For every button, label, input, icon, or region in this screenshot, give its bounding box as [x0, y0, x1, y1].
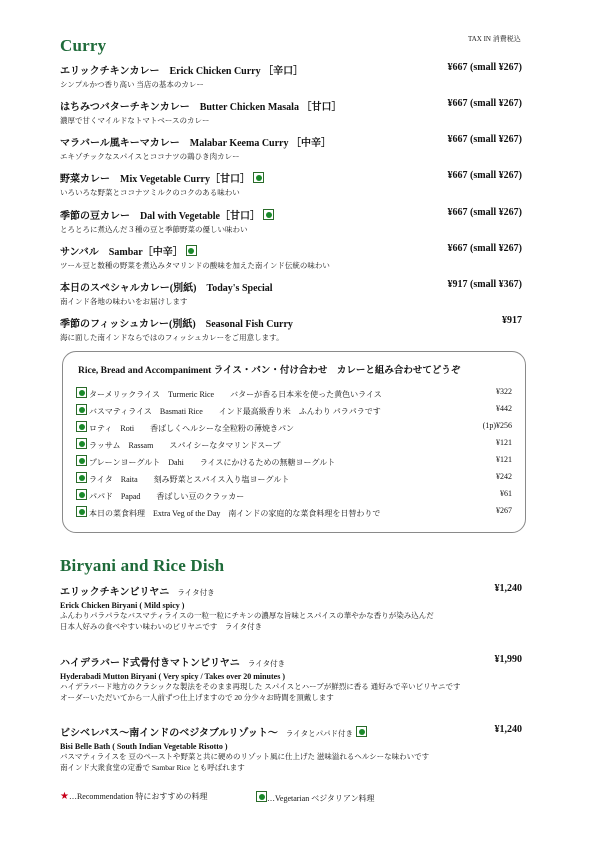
biryani-item — [60, 724, 522, 773]
accompaniment-item-price: ¥267 — [496, 506, 512, 515]
vegetarian-icon — [76, 438, 87, 449]
biryani-item-desc: ハイデラバード地方のクラシックな製法をそのまま再現した スパイスとハーブが鮮烈に香る 通好みで辛いビリヤニです — [60, 682, 461, 691]
curry-item-name: エリックチキンカレー Erick Chicken Curry ［辛口］ — [60, 66, 304, 77]
vegetarian-icon — [76, 387, 87, 398]
curry-item-price: ¥667 (small ¥267) — [447, 98, 522, 109]
curry-item — [60, 279, 522, 307]
accompaniment-title: Rice, Bread and Accompaniment ライス・パン・付け合わせ カレーと組み合わせてどうぞ — [78, 366, 461, 376]
vegetarian-icon — [256, 791, 267, 802]
accompaniment-item-text: ライタ Raita 刻み野菜とスパイス入り塩ヨーグルト — [89, 475, 290, 484]
biryani-item-desc: 日本人好みの食べやすい味わいのビリヤニです ライタ付き — [60, 622, 263, 631]
curry-item — [60, 243, 522, 271]
biryani-item-option: ライタ付き — [247, 659, 286, 668]
biryani-section-title: Biryani and Rice Dish — [60, 556, 225, 575]
accompaniment-item — [76, 455, 512, 468]
biryani-item-english: Hyderabadi Mutton Biryani ( Very spicy / Takes over 20 minutes ) — [60, 672, 285, 681]
curry-item-price: ¥667 (small ¥267) — [447, 134, 522, 145]
vegetarian-icon — [76, 421, 87, 432]
accompaniment-item-text: プレーンヨーグルト Dahi ライスにかけるための無糖ヨーグルト — [89, 458, 336, 467]
accompaniment-item-text: ターメリックライス Turmeric Rice バターが香る日本米を使った黄色いライス — [89, 390, 382, 399]
biryani-item-name: ハイデラバード式骨付きマトンビリヤニ — [60, 658, 240, 669]
biryani-item-desc: オーダーいただいてから一人前ずつ仕上げますので 20 分少々お時間を頂戴します — [60, 693, 334, 702]
curry-item-desc: 濃厚で甘くマイルドなトマトベースのカレー — [60, 116, 210, 125]
accompaniment-item-price: ¥121 — [496, 455, 512, 464]
curry-item-price: ¥917 (small ¥367) — [447, 279, 522, 290]
vegetarian-icon — [253, 172, 264, 183]
biryani-item-option: ライタとパパド付き — [285, 729, 354, 738]
biryani-item-option: ライタ付き — [177, 588, 215, 597]
curry-item — [60, 207, 522, 235]
vegetarian-icon — [76, 455, 87, 466]
curry-item-price: ¥667 (small ¥267) — [447, 243, 522, 254]
curry-item — [60, 98, 522, 126]
biryani-item-english: Bisi Belle Bath ( South Indian Vegetable Risotto ) — [60, 742, 228, 751]
curry-item — [60, 170, 522, 198]
curry-item — [60, 134, 522, 162]
curry-item-price: ¥667 (small ¥267) — [447, 207, 522, 218]
accompaniment-item — [76, 506, 512, 519]
vegetarian-icon — [76, 506, 87, 517]
legend-recommendation-text: …Recommendation 特におすすめの料理 — [68, 792, 208, 801]
accompaniment-item-price: (1p)¥256 — [482, 421, 512, 430]
vegetarian-icon — [356, 726, 367, 737]
accompaniment-item-price: ¥61 — [500, 489, 512, 498]
curry-item-desc: 南インド各地の味わいをお届けします — [60, 297, 188, 306]
curry-item — [60, 315, 522, 343]
curry-section-title: Curry — [60, 36, 107, 55]
vegetarian-icon — [76, 489, 87, 500]
legend-recommendation — [60, 791, 207, 802]
biryani-item-price: ¥1,990 — [494, 654, 522, 665]
curry-item-name: はちみつバターチキンカレー Butter Chicken Masala ［甘口］ — [60, 102, 342, 113]
accompaniment-item-text: パパド Papad 香ばしい豆のクラッカー — [89, 492, 245, 501]
accompaniment-item-price: ¥442 — [496, 404, 512, 413]
legend-vegetarian — [256, 791, 375, 804]
curry-item-name: サンバル Sambar［中辛］ — [60, 247, 183, 258]
accompaniment-item-text: ラッサム Rassam スパイシーなタマリンドスープ — [89, 441, 281, 450]
biryani-item-price: ¥1,240 — [494, 724, 522, 735]
curry-item-price: ¥667 (small ¥267) — [447, 170, 522, 181]
curry-item-desc: いろいろな野菜とココナツミルクのコクのある味わい — [60, 188, 240, 197]
biryani-item-name: ビシベレバス～南インドのベジタブルリゾット～ — [60, 728, 278, 739]
accompaniment-item-text: ロティ Roti 香ばしくヘルシーな全粒粉の薄焼きパン — [89, 424, 294, 433]
accompaniment-item — [76, 421, 512, 434]
accompaniment-item-price: ¥242 — [496, 472, 512, 481]
curry-item-name: 野菜カレー Mix Vegetable Curry［甘口］ — [60, 174, 250, 185]
biryani-item-price: ¥1,240 — [494, 583, 522, 594]
accompaniment-item-text: バスマティライス Basmati Rice インド最高級香り米 ふんわり パラパラです — [89, 407, 381, 416]
biryani-item-english: Erick Chicken Biryani ( Mild spicy ) — [60, 601, 185, 610]
curry-item-name: 本日のスペシャルカレー(別紙) Today's Special — [60, 283, 273, 294]
accompaniment-item-price: ¥322 — [496, 387, 512, 396]
vegetarian-icon — [76, 472, 87, 483]
biryani-item-desc: 南インド大衆食堂の定番で Sambar Rice とも呼ばれます — [60, 763, 245, 772]
curry-item-price: ¥917 — [502, 315, 522, 326]
vegetarian-icon — [76, 404, 87, 415]
curry-item-name: マラバール風キーマカレー Malabar Keema Curry ［中辛］ — [60, 138, 331, 149]
accompaniment-item — [76, 387, 512, 400]
curry-item-desc: エキゾチックなスパイスとココナツの鶏ひき肉カレー — [60, 152, 240, 161]
biryani-item-desc: ふんわりパラパラなバスマティライスの一粒一粒にチキンの濃厚な旨味とスパイスの華やかな香りが染み込んだ — [60, 611, 434, 620]
vegetarian-icon — [263, 209, 274, 220]
curry-item-name: 季節の豆カレー Dal with Vegetable［甘口］ — [60, 211, 260, 222]
accompaniment-item-text: 本日の菜食料理 Extra Veg of the Day 南インドの家庭的な菜食料理を日替わりで — [89, 509, 381, 518]
curry-item-desc: 海に面した南インドならではのフィッシュカレーをご用意します。 — [60, 333, 284, 342]
biryani-item-desc: バスマティライスを 豆のペーストや野菜と共に硬めのリゾット風に仕上げた 滋味溢れるヘルシーな味わいです — [60, 752, 430, 761]
biryani-item-name: エリックチキンビリヤニ — [60, 587, 170, 598]
accompaniment-item-price: ¥121 — [496, 438, 512, 447]
vegetarian-icon — [186, 245, 197, 256]
star-icon: ★ — [60, 791, 69, 802]
curry-item-desc: ツール豆と数種の野菜を煮込みタマリンドの酸味を加えた南インド伝統の味わい — [60, 261, 330, 270]
biryani-item — [60, 654, 522, 703]
accompaniment-item — [76, 404, 512, 417]
accompaniment-box — [62, 351, 526, 533]
curry-item-name: 季節のフィッシュカレー(別紙) Seasonal Fish Curry — [60, 319, 293, 330]
tax-note: TAX IN 消費税込 — [468, 35, 521, 43]
legend-vegetarian-text: …Vegetarian ベジタリアン料理 — [267, 794, 375, 803]
biryani-item — [60, 583, 522, 632]
accompaniment-item — [76, 438, 512, 451]
curry-item — [60, 62, 522, 90]
curry-item-price: ¥667 (small ¥267) — [447, 62, 522, 73]
curry-item-desc: とろとろに煮込んだ３種の豆と季節野菜の優しい味わい — [60, 225, 248, 234]
curry-item-desc: シンプルかつ香り高い 当店の基本のカレー — [60, 80, 204, 89]
accompaniment-item — [76, 472, 512, 485]
accompaniment-item — [76, 489, 512, 502]
